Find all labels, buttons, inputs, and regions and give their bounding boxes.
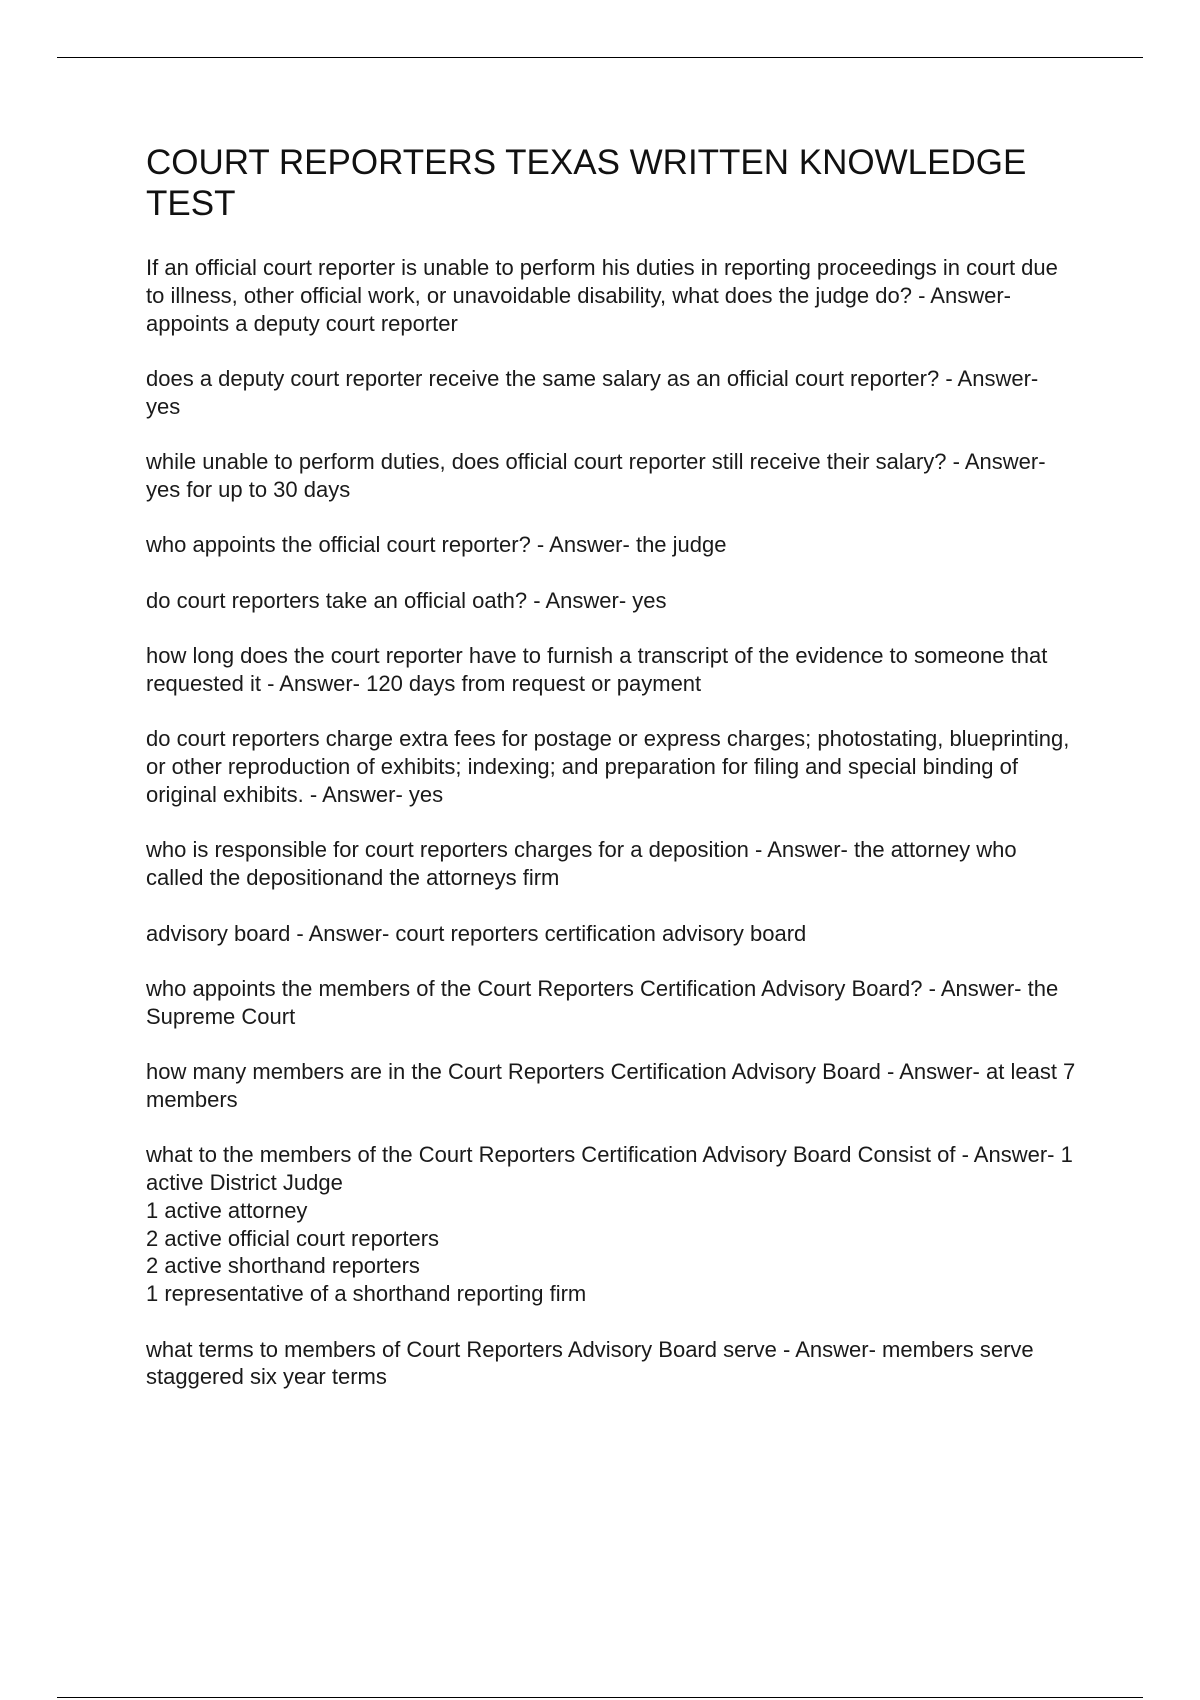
- top-divider: [57, 57, 1143, 58]
- qa-entry-10: who appoints the members of the Court Reporters Certification Advisory Board? - Answer- the Supreme Court: [146, 975, 1059, 1029]
- qa-entry-6: how long does the court reporter have to furnish a transcript of the evidence to someone that requested it - Answer- 120 days from request or payment: [146, 643, 1048, 696]
- qa-entry-13: what terms to members of Court Reporters Advisory Board serve - Answer- members serve staggered six year terms: [146, 1336, 1034, 1390]
- qa-entry-3: while unable to perform duties, does official court reporter still receive their salary? - Answer- yes for up to 30 days: [146, 449, 1046, 502]
- qa-entry-2: does a deputy court reporter receive the same salary as an official court reporter? - Answer- yes: [146, 365, 1039, 419]
- document-body: [146, 142, 1076, 1419]
- document-title: COURT REPORTERS TEXAS WRITTEN KNOWLEDGE TEST: [146, 143, 1027, 223]
- qa-entry-5: do court reporters take an official oath? - Answer- yes: [146, 587, 667, 613]
- bottom-divider: [57, 1697, 1143, 1698]
- qa-entry-4: who appoints the official court reporter? - Answer- the judge: [146, 532, 727, 558]
- qa-entry-11: how many members are in the Court Reporters Certification Advisory Board - Answer- at least 7 members: [146, 1059, 1076, 1112]
- qa-entry-1: If an official court reporter is unable to perform his duties in reporting proceedings in court due to illness, other official work, or unavoidable disability, what does the judge do? - Answer- appoints a deputy court reporter: [146, 255, 1058, 336]
- qa-entry-8: who is responsible for court reporters charges for a deposition - Answer- the attorney who called the depositionand the attorneys firm: [146, 837, 1017, 891]
- qa-entry-7: do court reporters charge extra fees for postage or express charges; photostating, blueprinting, or other reproduction of exhibits; indexing; and preparation for filing and special binding of original exhibits. - Answer- yes: [146, 726, 1070, 807]
- qa-entry-9: advisory board - Answer- court reporters certification advisory board: [146, 920, 807, 946]
- qa-entry-12: what to the members of the Court Reporters Certification Advisory Board Consist of - Answer- 1 active District Judge 1 active attorney 2 active official court reporters 2 active shorthand reporters 1 representative of a shorthand reporting firm: [146, 1142, 1073, 1307]
